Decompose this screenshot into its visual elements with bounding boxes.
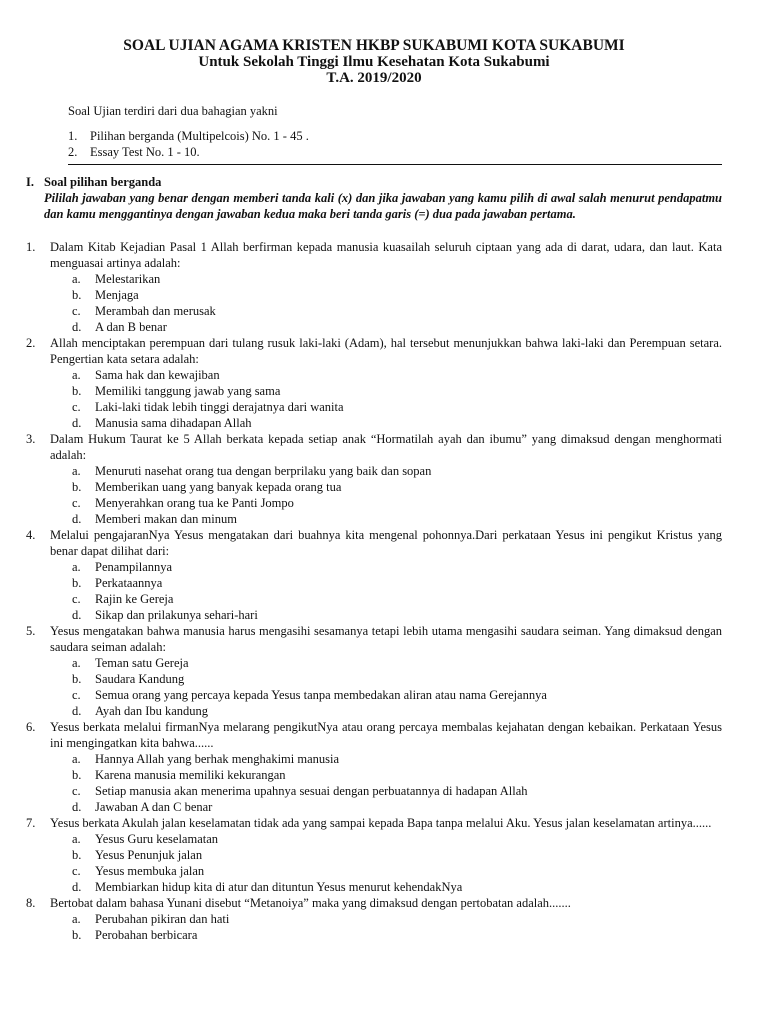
option-letter: c. xyxy=(72,592,81,606)
answer-option xyxy=(72,591,722,607)
question-row xyxy=(26,895,722,911)
option-list xyxy=(26,911,722,943)
option-list xyxy=(26,831,722,895)
option-letter: c. xyxy=(72,496,81,510)
option-letter: d. xyxy=(72,704,82,718)
question-text: Allah menciptakan perempuan dari tulang rusuk laki-laki (Adam), hal tersebut menunjukkan bahwa laki-laki dan Perempuan setara. Pengertian kata setara adalah: xyxy=(50,336,722,366)
option-text: Merambah dan merusak xyxy=(95,304,216,318)
option-letter: b. xyxy=(72,928,82,942)
answer-option xyxy=(72,415,722,431)
option-text: Rajin ke Gereja xyxy=(95,592,174,606)
answer-option xyxy=(72,879,722,895)
option-text: Menuruti nasehat orang tua dengan berprilaku yang baik dan sopan xyxy=(95,464,432,478)
option-list xyxy=(26,463,722,527)
question-row xyxy=(26,815,722,831)
option-text: Teman satu Gereja xyxy=(95,656,189,670)
intro-item-number: 2. xyxy=(68,145,78,159)
option-text: Memberi makan dan minum xyxy=(95,512,237,526)
question-item xyxy=(26,815,722,895)
option-text: Yesus membuka jalan xyxy=(95,864,205,878)
institution-subtitle: Untuk Sekolah Tinggi Ilmu Kesehatan Kota Sukabumi xyxy=(198,54,550,70)
intro-item xyxy=(68,128,722,144)
answer-option xyxy=(72,655,722,671)
option-text: Laki-laki tidak lebih tinggi derajatnya dari wanita xyxy=(95,400,344,414)
question-item xyxy=(26,895,722,943)
option-letter: b. xyxy=(72,848,82,862)
option-text: Menyerahkan orang tua ke Panti Jompo xyxy=(95,496,294,510)
option-text: Yesus Guru keselamatan xyxy=(95,832,219,846)
intro-item-text: Pilihan berganda (Multipelcois) No. 1 - 45 . xyxy=(90,129,309,143)
option-letter: a. xyxy=(72,912,81,926)
option-letter: b. xyxy=(72,480,82,494)
question-item xyxy=(26,335,722,431)
answer-option xyxy=(72,367,722,383)
option-text: Ayah dan Ibu kandung xyxy=(95,704,209,718)
question-item xyxy=(26,431,722,527)
question-number: 7. xyxy=(26,816,36,830)
option-letter: c. xyxy=(72,400,81,414)
answer-option xyxy=(72,799,722,815)
option-letter: b. xyxy=(72,672,82,686)
option-text: Memberikan uang yang banyak kepada orang tua xyxy=(95,480,342,494)
option-text: Perobahan berbicara xyxy=(95,928,198,942)
answer-option xyxy=(72,303,722,319)
question-number: 1. xyxy=(26,240,36,254)
option-letter: c. xyxy=(72,688,81,702)
question-number: 8. xyxy=(26,896,36,910)
question-row xyxy=(26,335,722,367)
option-letter: d. xyxy=(72,800,82,814)
option-letter: d. xyxy=(72,416,82,430)
option-list xyxy=(26,655,722,719)
option-letter: d. xyxy=(72,512,82,526)
question-text: Yesus mengatakan bahwa manusia harus mengasihi sesamanya tetapi lebih utama mengasihi saudara seiman. Yang dimaksud dengan saudara seiman adalah: xyxy=(50,624,722,654)
option-text: Menjaga xyxy=(95,288,139,302)
option-text: Sama hak dan kewajiban xyxy=(95,368,220,382)
question-item xyxy=(26,623,722,719)
option-letter: a. xyxy=(72,832,81,846)
answer-option xyxy=(72,783,722,799)
answer-option xyxy=(72,479,722,495)
answer-option xyxy=(72,927,722,943)
answer-option xyxy=(72,863,722,879)
option-text: Yesus Penunjuk jalan xyxy=(95,848,203,862)
option-letter: a. xyxy=(72,272,81,286)
answer-option xyxy=(72,831,722,847)
question-text: Yesus berkata melalui firmanNya melarang pengikutNya atau orang percaya membalas kejahatan dengan kebaikan. Perkataan Yesus ini mengingatkan kita bahwa...... xyxy=(50,720,722,750)
answer-option xyxy=(72,687,722,703)
question-item xyxy=(26,719,722,815)
option-text: Saudara Kandung xyxy=(95,672,185,686)
option-text: Memiliki tanggung jawab yang sama xyxy=(95,384,281,398)
academic-year: T.A. 2019/2020 xyxy=(326,70,422,86)
option-letter: a. xyxy=(72,560,81,574)
intro-block xyxy=(26,103,722,160)
option-text: Karena manusia memiliki kekurangan xyxy=(95,768,286,782)
option-text: Penampilannya xyxy=(95,560,173,574)
option-letter: a. xyxy=(72,752,81,766)
section-title: Soal pilihan berganda xyxy=(44,175,162,189)
intro-item xyxy=(68,144,722,160)
answer-option xyxy=(72,495,722,511)
question-item xyxy=(26,239,722,335)
option-letter: b. xyxy=(72,576,82,590)
question-number: 3. xyxy=(26,432,36,446)
question-text: Dalam Kitab Kejadian Pasal 1 Allah berfirman kepada manusia kuasailah seluruh ciptaan yang ada di darat, udara, dan laut. Kata menguasai artinya adalah: xyxy=(50,240,722,270)
option-letter: a. xyxy=(72,368,81,382)
question-row xyxy=(26,431,722,463)
option-letter: d. xyxy=(72,880,82,894)
intro-list xyxy=(68,128,722,160)
option-letter: c. xyxy=(72,784,81,798)
option-letter: c. xyxy=(72,304,81,318)
option-text: Membiarkan hidup kita di atur dan dituntun Yesus menurut kehendakNya xyxy=(95,880,463,894)
section-number: I. xyxy=(26,175,34,189)
option-letter: b. xyxy=(72,288,82,302)
question-number: 4. xyxy=(26,528,36,542)
option-text: Sikap dan prilakunya sehari-hari xyxy=(95,608,258,622)
question-list xyxy=(26,239,722,943)
answer-option xyxy=(72,287,722,303)
question-number: 6. xyxy=(26,720,36,734)
answer-option xyxy=(72,911,722,927)
answer-option xyxy=(72,703,722,719)
question-item xyxy=(26,527,722,623)
answer-option xyxy=(72,319,722,335)
answer-option xyxy=(72,607,722,623)
option-list xyxy=(26,559,722,623)
option-letter: d. xyxy=(72,320,82,334)
option-text: Perkataannya xyxy=(95,576,163,590)
question-text: Melalui pengajaranNya Yesus mengatakan dari buahnya kita mengenal pohonnya.Dari perkataan Yesus ini pengikut Kristus yang benar dapat dilihat dari: xyxy=(50,528,722,558)
question-row xyxy=(26,527,722,559)
option-text: Melestarikan xyxy=(95,272,161,286)
question-row xyxy=(26,623,722,655)
option-text: Manusia sama dihadapan Allah xyxy=(95,416,252,430)
option-letter: a. xyxy=(72,464,81,478)
answer-option xyxy=(72,751,722,767)
answer-option xyxy=(72,271,722,287)
option-letter: a. xyxy=(72,656,81,670)
option-letter: c. xyxy=(72,864,81,878)
document-header xyxy=(26,38,722,86)
option-text: Setiap manusia akan menerima upahnya sesuai dengan perbuatannya di hadapan Allah xyxy=(95,784,528,798)
option-letter: d. xyxy=(72,608,82,622)
question-number: 5. xyxy=(26,624,36,638)
intro-item-number: 1. xyxy=(68,129,78,143)
answer-option xyxy=(72,671,722,687)
divider-line xyxy=(68,164,722,165)
section-instruction: Pililah jawaban yang benar dengan memberi tanda kali (x) dan jika jawaban yang kamu pilih di awal salah menurut pendapatmu dan kamu menggantinya dengan jawaban kedua maka beri tanda garis (=) dua pada jawaban pertama. xyxy=(44,191,722,221)
question-row xyxy=(26,239,722,271)
question-number: 2. xyxy=(26,336,36,350)
question-row xyxy=(26,719,722,751)
intro-item-text: Essay Test No. 1 - 10. xyxy=(90,145,200,159)
exam-title: SOAL UJIAN AGAMA KRISTEN HKBP SUKABUMI KOTA SUKABUMI xyxy=(123,37,625,54)
answer-option xyxy=(72,399,722,415)
option-list xyxy=(26,271,722,335)
option-text: Hannya Allah yang berhak menghakimi manusia xyxy=(95,752,340,766)
answer-option xyxy=(72,511,722,527)
option-text: Jawaban A dan C benar xyxy=(95,800,213,814)
answer-option xyxy=(72,767,722,783)
question-text: Bertobat dalam bahasa Yunani disebut “Metanoiya” maka yang dimaksud dengan pertobatan adalah....... xyxy=(50,896,571,910)
option-text: Semua orang yang percaya kepada Yesus tanpa membedakan aliran atau nama Gerejannya xyxy=(95,688,547,702)
question-text: Dalam Hukum Taurat ke 5 Allah berkata kepada setiap anak “Hormatilah ayah dan ibumu” yang dimaksud dengan menghormati adalah: xyxy=(50,432,722,462)
answer-option xyxy=(72,559,722,575)
option-text: Perubahan pikiran dan hati xyxy=(95,912,230,926)
section-multiple-choice xyxy=(26,174,722,222)
question-text: Yesus berkata Akulah jalan keselamatan tidak ada yang sampai kepada Bapa tanpa melalui Aku. Yesus jalan keselamatan artinya...... xyxy=(50,816,712,830)
section-heading xyxy=(26,174,722,190)
option-letter: b. xyxy=(72,384,82,398)
option-letter: b. xyxy=(72,768,82,782)
answer-option xyxy=(72,383,722,399)
answer-option xyxy=(72,463,722,479)
answer-option xyxy=(72,575,722,591)
answer-option xyxy=(72,847,722,863)
option-text: A dan B benar xyxy=(95,320,167,334)
intro-text: Soal Ujian terdiri dari dua bahagian yakni xyxy=(68,104,278,118)
option-list xyxy=(26,751,722,815)
option-list xyxy=(26,367,722,431)
